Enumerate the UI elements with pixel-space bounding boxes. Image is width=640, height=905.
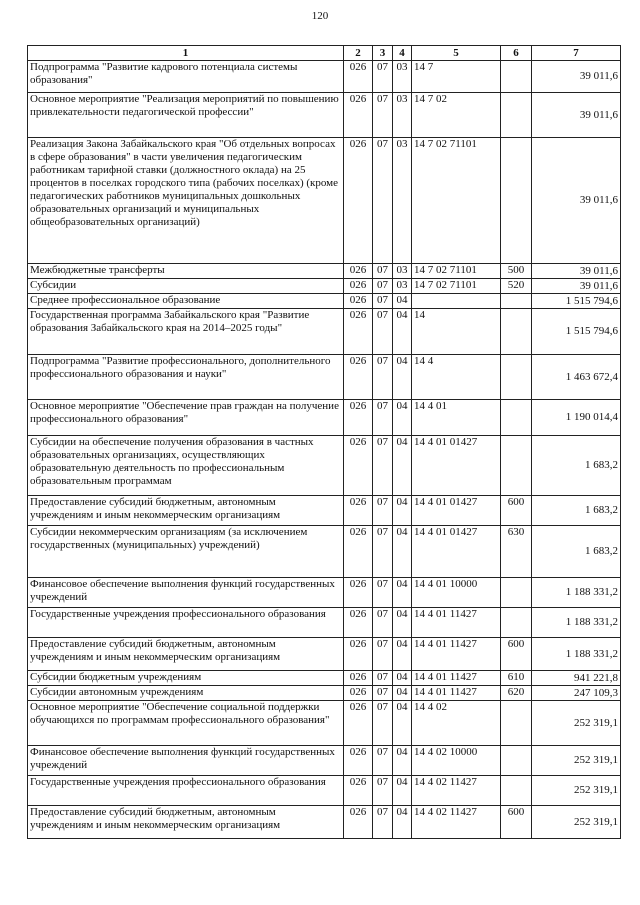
row-csr: 14 7 02 71101 [412, 264, 501, 279]
row-rz: 07 [373, 776, 393, 806]
row-vr [501, 776, 532, 806]
row-pr: 04 [393, 746, 412, 776]
row-csr: 14 7 02 [412, 93, 501, 138]
row-ved: 026 [344, 686, 373, 701]
row-name: Предоставление субсидий бюджетным, автономным учреждениям и иным некоммерческим организациям [28, 638, 344, 671]
row-csr [412, 294, 501, 309]
table-row [28, 93, 621, 138]
row-rz: 07 [373, 355, 393, 400]
header-cell-4: 4 [393, 46, 412, 61]
row-vr: 620 [501, 686, 532, 701]
row-csr: 14 4 01 01427 [412, 526, 501, 578]
header-cell-1: 1 [28, 46, 344, 61]
row-rz: 07 [373, 93, 393, 138]
row-csr: 14 4 02 11427 [412, 776, 501, 806]
row-rz: 07 [373, 279, 393, 294]
row-pr: 03 [393, 138, 412, 264]
row-vr [501, 436, 532, 496]
row-rz: 07 [373, 638, 393, 671]
header-cell-3: 3 [373, 46, 393, 61]
table-row [28, 608, 621, 638]
row-pr: 03 [393, 93, 412, 138]
row-csr: 14 4 02 10000 [412, 746, 501, 776]
row-pr: 04 [393, 496, 412, 526]
row-pr: 04 [393, 578, 412, 608]
row-name: Подпрограмма "Развитие профессионального, дополнительного профессионального образования и науки" [28, 355, 344, 400]
row-name: Государственная программа Забайкальского края "Развитие образования Забайкальского края на 2014–2025 годы" [28, 309, 344, 355]
row-name: Государственные учреждения профессионального образования [28, 608, 344, 638]
table-row [28, 436, 621, 496]
row-sum: 1 463 672,4 [532, 355, 621, 400]
row-name: Реализация Закона Забайкальского края "Об отдельных вопросах в сфере образования" в части увеличения педагогическим работникам тарифной ставки (должностного оклада) на 25 процентов в поселках городского типа (рабочих поселках) (кроме педагогических работников муниципальных дошкольных образовательных организаций и муниципальных общеобразовательных организаций) [28, 138, 344, 264]
row-rz: 07 [373, 496, 393, 526]
header-cell-5: 5 [412, 46, 501, 61]
table-row [28, 294, 621, 309]
row-name: Основное мероприятие "Обеспечение социальной поддержки обучающихся по программам профессионального образования" [28, 701, 344, 746]
table-row [28, 686, 621, 701]
row-sum: 39 011,6 [532, 138, 621, 264]
row-rz: 07 [373, 400, 393, 436]
row-ved: 026 [344, 93, 373, 138]
row-name: Предоставление субсидий бюджетным, автономным учреждениям и иным некоммерческим организациям [28, 806, 344, 839]
row-sum: 252 319,1 [532, 806, 621, 839]
row-sum: 39 011,6 [532, 279, 621, 294]
row-pr: 04 [393, 638, 412, 671]
row-vr [501, 746, 532, 776]
page-number: 120 [311, 10, 329, 22]
row-ved: 026 [344, 671, 373, 686]
table-row [28, 671, 621, 686]
row-rz: 07 [373, 138, 393, 264]
row-rz: 07 [373, 806, 393, 839]
row-csr: 14 [412, 309, 501, 355]
row-ved: 026 [344, 701, 373, 746]
row-pr: 04 [393, 806, 412, 839]
row-ved: 026 [344, 264, 373, 279]
row-csr: 14 4 01 11427 [412, 671, 501, 686]
row-rz: 07 [373, 526, 393, 578]
row-name: Субсидии некоммерческим организациям (за исключением государственных (муниципальных) учреждений) [28, 526, 344, 578]
row-ved: 026 [344, 61, 373, 93]
row-ved: 026 [344, 436, 373, 496]
row-pr: 03 [393, 279, 412, 294]
row-vr [501, 294, 532, 309]
table-row [28, 806, 621, 839]
row-sum: 252 319,1 [532, 701, 621, 746]
row-pr: 04 [393, 608, 412, 638]
row-ved: 026 [344, 578, 373, 608]
row-ved: 026 [344, 496, 373, 526]
table-row [28, 400, 621, 436]
row-pr: 03 [393, 61, 412, 93]
table-row [28, 746, 621, 776]
table-row [28, 526, 621, 578]
row-vr: 610 [501, 671, 532, 686]
row-vr [501, 138, 532, 264]
row-rz: 07 [373, 264, 393, 279]
table-row [28, 264, 621, 279]
row-vr: 500 [501, 264, 532, 279]
header-row [28, 46, 621, 61]
row-ved: 026 [344, 526, 373, 578]
row-name: Подпрограмма "Развитие кадрового потенциала системы образования" [28, 61, 344, 93]
row-name: Предоставление субсидий бюджетным, автономным учреждениям и иным некоммерческим организациям [28, 496, 344, 526]
row-name: Межбюджетные трансферты [28, 264, 344, 279]
row-rz: 07 [373, 608, 393, 638]
row-csr: 14 4 01 10000 [412, 578, 501, 608]
table-row [28, 279, 621, 294]
row-pr: 04 [393, 309, 412, 355]
row-csr: 14 4 01 [412, 400, 501, 436]
row-rz: 07 [373, 701, 393, 746]
row-csr: 14 4 01 11427 [412, 638, 501, 671]
row-pr: 04 [393, 355, 412, 400]
row-vr [501, 578, 532, 608]
row-ved: 026 [344, 746, 373, 776]
row-name: Субсидии бюджетным учреждениям [28, 671, 344, 686]
row-csr: 14 4 01 01427 [412, 436, 501, 496]
row-sum: 1 190 014,4 [532, 400, 621, 436]
row-ved: 026 [344, 400, 373, 436]
row-pr: 04 [393, 526, 412, 578]
row-ved: 026 [344, 279, 373, 294]
table-row [28, 309, 621, 355]
row-name: Финансовое обеспечение выполнения функций государственных учреждений [28, 578, 344, 608]
row-sum: 1 188 331,2 [532, 578, 621, 608]
row-sum: 247 109,3 [532, 686, 621, 701]
row-sum: 1 515 794,6 [532, 294, 621, 309]
row-vr: 600 [501, 638, 532, 671]
row-ved: 026 [344, 294, 373, 309]
row-rz: 07 [373, 61, 393, 93]
row-csr: 14 4 01 11427 [412, 686, 501, 701]
table-row [28, 701, 621, 746]
row-rz: 07 [373, 686, 393, 701]
row-name: Субсидии [28, 279, 344, 294]
table-row [28, 638, 621, 671]
table-row [28, 138, 621, 264]
row-pr: 04 [393, 436, 412, 496]
table-row [28, 578, 621, 608]
row-vr [501, 355, 532, 400]
row-pr: 04 [393, 400, 412, 436]
row-sum: 39 011,6 [532, 93, 621, 138]
row-vr: 600 [501, 496, 532, 526]
row-vr [501, 61, 532, 93]
header-cell-2: 2 [344, 46, 373, 61]
row-ved: 026 [344, 138, 373, 264]
row-name: Субсидии автономным учреждениям [28, 686, 344, 701]
row-csr: 14 4 01 01427 [412, 496, 501, 526]
row-vr [501, 400, 532, 436]
row-ved: 026 [344, 638, 373, 671]
row-vr [501, 701, 532, 746]
row-vr [501, 309, 532, 355]
row-ved: 026 [344, 608, 373, 638]
row-sum: 1 515 794,6 [532, 309, 621, 355]
row-csr: 14 7 [412, 61, 501, 93]
row-name: Государственные учреждения профессионального образования [28, 776, 344, 806]
row-vr: 630 [501, 526, 532, 578]
row-pr: 04 [393, 701, 412, 746]
row-sum: 1 683,2 [532, 526, 621, 578]
row-name: Субсидии на обеспечение получения образования в частных образовательных организациях, осуществляющих образовательную деятельность по профессиональным образовательным программам [28, 436, 344, 496]
row-sum: 252 319,1 [532, 776, 621, 806]
row-ved: 026 [344, 309, 373, 355]
row-sum: 252 319,1 [532, 746, 621, 776]
table-row [28, 61, 621, 93]
row-pr: 04 [393, 294, 412, 309]
row-ved: 026 [344, 355, 373, 400]
table-row [28, 776, 621, 806]
row-csr: 14 7 02 71101 [412, 138, 501, 264]
row-rz: 07 [373, 671, 393, 686]
row-pr: 03 [393, 264, 412, 279]
row-sum: 1 188 331,2 [532, 608, 621, 638]
row-sum: 1 683,2 [532, 436, 621, 496]
row-csr: 14 7 02 71101 [412, 279, 501, 294]
row-csr: 14 4 02 11427 [412, 806, 501, 839]
row-vr [501, 608, 532, 638]
row-sum: 39 011,6 [532, 61, 621, 93]
row-rz: 07 [373, 578, 393, 608]
row-pr: 04 [393, 671, 412, 686]
row-sum: 39 011,6 [532, 264, 621, 279]
row-vr: 600 [501, 806, 532, 839]
row-sum: 941 221,8 [532, 671, 621, 686]
row-ved: 026 [344, 806, 373, 839]
row-rz: 07 [373, 746, 393, 776]
row-vr: 520 [501, 279, 532, 294]
row-csr: 14 4 02 [412, 701, 501, 746]
row-rz: 07 [373, 309, 393, 355]
table-row [28, 355, 621, 400]
row-name: Финансовое обеспечение выполнения функций государственных учреждений [28, 746, 344, 776]
row-rz: 07 [373, 436, 393, 496]
row-name: Основное мероприятие "Реализация мероприятий по повышению привлекательности педагогической профессии" [28, 93, 344, 138]
row-sum: 1 188 331,2 [532, 638, 621, 671]
row-vr [501, 93, 532, 138]
row-pr: 04 [393, 776, 412, 806]
header-cell-7: 7 [532, 46, 621, 61]
row-sum: 1 683,2 [532, 496, 621, 526]
row-rz: 07 [373, 294, 393, 309]
row-ved: 026 [344, 776, 373, 806]
budget-table [27, 45, 621, 839]
row-csr: 14 4 01 11427 [412, 608, 501, 638]
row-name: Основное мероприятие "Обеспечение прав граждан на получение профессионального образования" [28, 400, 344, 436]
header-cell-6: 6 [501, 46, 532, 61]
row-csr: 14 4 [412, 355, 501, 400]
table-row [28, 496, 621, 526]
row-pr: 04 [393, 686, 412, 701]
row-name: Среднее профессиональное образование [28, 294, 344, 309]
